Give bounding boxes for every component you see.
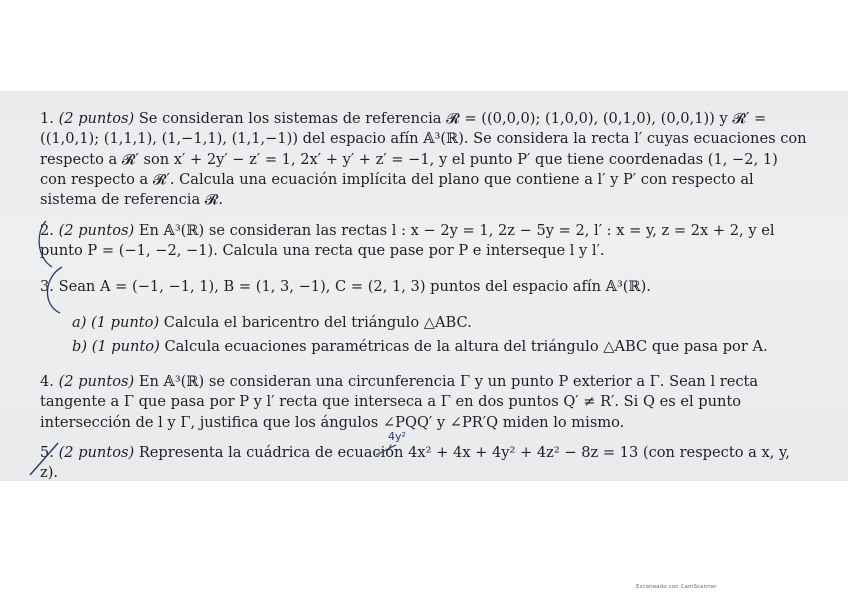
subitem-text: Calcula ecuaciones paramétricas de la altura del triángulo △ABC que pasa por A. [164,338,768,355]
subitem-points: (1 punto) [91,314,160,331]
problem-text: Sean A = (−1, −1, 1), B = (1, 3, −1), C = (2, 1, 3) puntos del espacio afín 𝔸³(ℝ). [58,278,651,295]
problem-number: 2. [40,222,54,239]
problem-number: 3. [40,278,54,295]
problem-2 [40,221,808,262]
problem-3 [40,277,808,297]
problem-5 [40,443,808,481]
problem-number: 4. [40,373,54,390]
problem-text: En 𝔸³(ℝ) se consideran una circunferencia Γ y un punto P exterior a Γ. Sean l recta tangente a Γ que pasa por P y l′ recta que interseca a Γ en dos puntos Q′ ≠ R′. Si Q es el punto intersección de l y Γ, justifica que los ángulos ∠PQQ′ y ∠PR′Q miden lo mismo. [40,373,759,431]
problem-points: (2 puntos) [58,110,135,127]
problem-text: En 𝔸³(ℝ) se consideran las rectas l : x − 2y = 1, 2z − 5y = 2, l′ : x = y, z = 2x + 2, y el punto P = (−1, −2, −1). Calcula una recta que pase por P e interseque l y l′. [40,222,775,260]
subitem-points: (1 punto) [91,338,160,355]
problem-points: (2 puntos) [58,222,135,239]
subitem-label: a) [72,314,87,331]
subitem-label: b) [72,338,88,355]
problem-1 [40,109,808,210]
problem-4 [40,372,808,433]
problem-text: Representa la cuádrica de ecuación 4x² + 4x + 4y² + 4z² − 8z = 13 (con respecto a x, y, z). [40,444,790,481]
exam-photo [0,91,848,481]
scanner-watermark: Escaneado con CamScanner [636,584,717,590]
problem-text: Se consideran los sistemas de referencia 𝓡 = ((0,0,0); (1,0,0), (0,1,0), (0,0,1)) y 𝓡′ = ((1,0,1); (1,1,1), (1,−1,1), (1,1,−1)) del espacio afín 𝔸³(ℝ). Se considera la recta l′ cuyas ecuaciones con respecto a 𝓡′ son x′ + 2y′ − z′ = 1, 2x′ + y′ + z′ = −1, y el punto P′ que tiene coordenadas (1, −2, 1) con respecto a 𝓡′. Calcula una ecuación implícita del plano que contiene a l′ y P′ con respecto al sistema de referencia 𝓡. [40,110,807,209]
problem-3-item-a [72,313,808,333]
problem-points: (2 puntos) [58,373,135,390]
problem-number: 1. [40,110,54,127]
subitem-text: Calcula el baricentro del triángulo △ABC. [163,314,472,331]
problem-number: 5. [40,444,54,461]
problem-points: (2 puntos) [58,444,135,461]
problem-3-item-b [72,337,808,357]
handwritten-correction: 4y² [388,430,406,443]
